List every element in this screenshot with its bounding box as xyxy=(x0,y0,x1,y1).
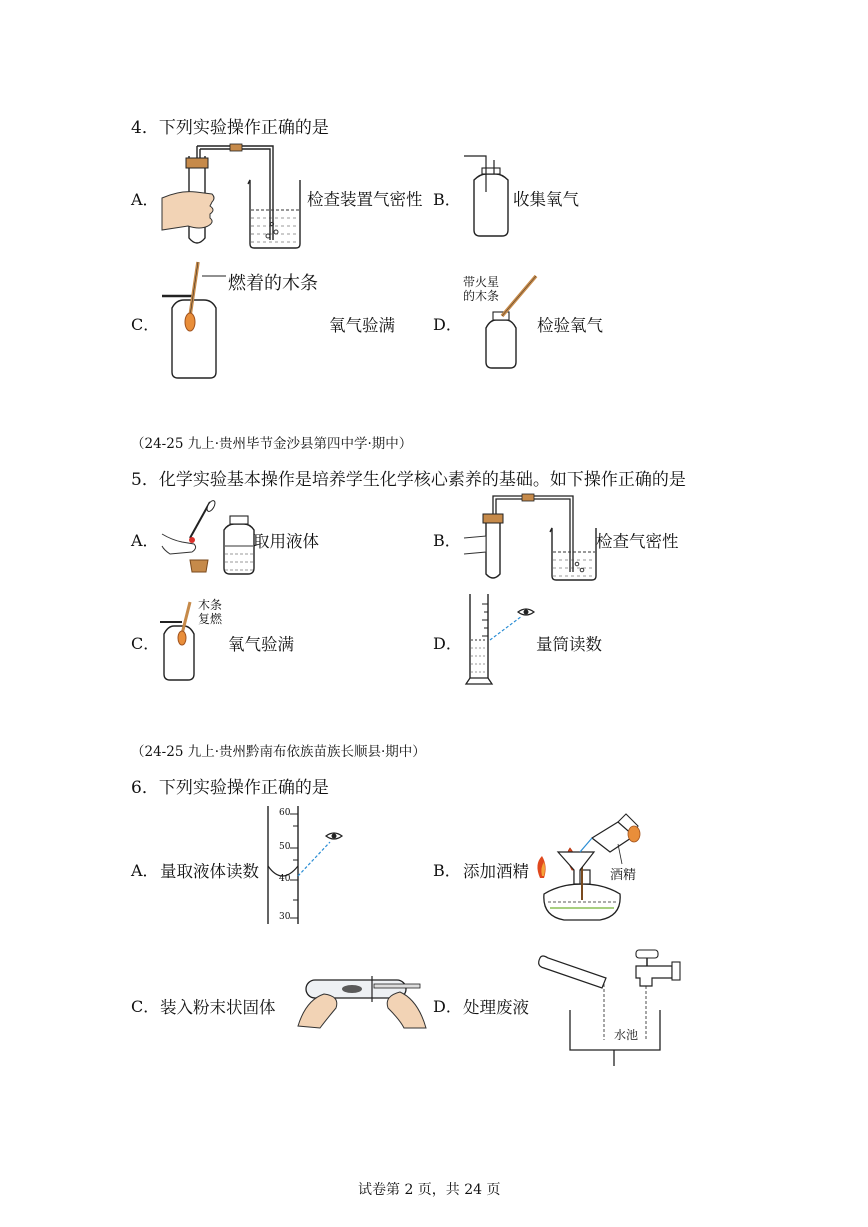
q6-stem: 6．下列实验操作正确的是 xyxy=(131,778,329,798)
q4-burning-stick-label: 燃着的木条 xyxy=(228,273,318,294)
q4-option-d-letter: D． xyxy=(433,315,462,334)
q5-option-d-letter: D． xyxy=(433,634,462,653)
q6-option-a-letter: A． xyxy=(131,861,159,880)
q4-option-a-caption: 检查装置气密性 xyxy=(307,190,423,209)
q4-glowing-stick-label-1: 带火星 xyxy=(463,275,500,289)
q4-glowing-stick-label-2: 的木条 xyxy=(463,289,500,303)
q6-option-c-letter: C． xyxy=(131,997,160,1016)
q5-option-b-letter: B． xyxy=(433,531,461,550)
q5-option-d-caption: 量筒读数 xyxy=(536,635,602,654)
q5-option-a-caption: 取用液体 xyxy=(253,532,319,551)
q6-cylinder-reading-figure xyxy=(262,804,362,928)
q5-cylinder-reading-figure xyxy=(462,592,542,688)
q5-relight-label-1: 木条 xyxy=(198,598,223,612)
q5-option-c-letter: C． xyxy=(131,634,160,653)
q4-option-c-letter: C． xyxy=(131,315,160,334)
q6-option-d-letter: D． xyxy=(433,997,462,1016)
q6-add-powder-figure xyxy=(296,970,428,1034)
q4-option-a-letter: A． xyxy=(131,190,159,209)
q6-option-b-caption: 添加酒精 xyxy=(463,862,529,881)
q5-option-a-letter: A． xyxy=(131,531,159,550)
q6-option-a-caption: 量取液体读数 xyxy=(160,862,259,881)
q5-option-b-caption: 检查气密性 xyxy=(596,532,679,551)
q6-option-d-caption: 处理废液 xyxy=(463,998,529,1017)
q4-option-c-caption: 氧气验满 xyxy=(329,316,395,335)
q4-stem: 4．下列实验操作正确的是 xyxy=(131,118,329,138)
q6-waste-liquid-figure xyxy=(532,936,682,1068)
q6-tick-40: 40 xyxy=(279,874,291,884)
q6-option-b-letter: B． xyxy=(433,861,461,880)
q6-alcohol-label: 酒精 xyxy=(610,868,637,883)
q5-airtightness-figure xyxy=(462,490,602,584)
q5-relight-label-2: 复燃 xyxy=(198,612,223,626)
q4-oxygen-test-figure xyxy=(480,272,540,370)
q4-option-b-letter: B． xyxy=(433,190,461,209)
q6-tick-60: 60 xyxy=(279,808,291,818)
q6-source: （24-25 九上·贵州黔南布依族苗族长顺县·期中） xyxy=(131,744,426,760)
q6-tick-50: 50 xyxy=(279,842,291,852)
q6-tick-30: 30 xyxy=(279,912,291,922)
q5-source: （24-25 九上·贵州毕节金沙县第四中学·期中） xyxy=(131,436,413,452)
q4-gas-collection-figure xyxy=(462,152,512,238)
q5-stem: 5．化学实验基本操作是培养学生化学核心素养的基础。如下操作正确的是 xyxy=(131,470,686,490)
q4-option-b-caption: 收集氧气 xyxy=(513,190,579,209)
page-footer: 试卷第 2 页，共 24 页 xyxy=(358,1182,501,1198)
q4-option-d-caption: 检验氧气 xyxy=(537,316,603,335)
q5-option-c-caption: 氧气验满 xyxy=(228,635,294,654)
q6-option-c-caption: 装入粉末状固体 xyxy=(160,998,276,1017)
q5-take-liquid-figure xyxy=(160,498,256,580)
q4-airtightness-figure xyxy=(160,140,310,252)
q4-oxygen-full-test-figure xyxy=(160,258,230,382)
q6-sink-label: 水池 xyxy=(614,1028,639,1042)
